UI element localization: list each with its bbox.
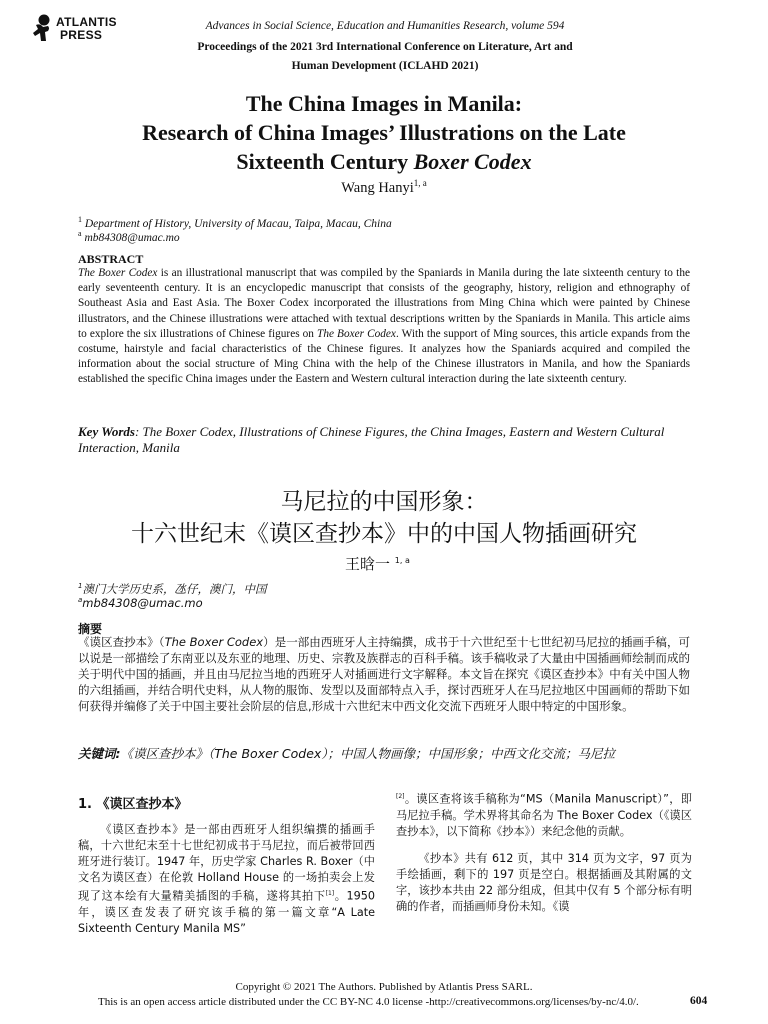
keywords-label: Key Words (78, 424, 135, 439)
affiliation-1-sup: 1 (78, 215, 82, 224)
atlas-figure-icon (30, 14, 54, 42)
section-1-paragraph-left (78, 822, 375, 937)
affiliation-email-text: mb84308@umac.mo (84, 231, 180, 244)
proceedings-line-1: Proceedings of the 2021 3rd International Conference on Literature, Art and (197, 41, 573, 53)
zh-title-line-2: 十六世纪末《谟区查抄本》中的中国人物插画研究 (131, 521, 637, 547)
abstract-heading: ABSTRACT (78, 252, 144, 266)
citation-ref-2: [2] (396, 793, 405, 800)
zh-affiliation-1 (78, 581, 266, 597)
footer-copyright: Copyright © 2021 The Authors. Published by Atlantis Press SARL. (235, 981, 533, 993)
abstract-part-2: . With the support of Ming sources, this article expands from the costume, hairstyle and facial characteristics of the Chinese figures. It analyzes how the Spaniards acquired and compiled the information about the social structure of Ming China with the help of the Chinese illustrators in Manila, and how the Spaniards established the specific China images under the Eastern and Western cultural interaction during the late sixteenth century. (78, 327, 690, 386)
proceedings-header (150, 38, 620, 76)
zh-affiliation-email (78, 596, 203, 610)
title-line-2: Research of China Images’ Illustrations on the Late (142, 120, 626, 145)
zh-abstract-body (78, 634, 690, 714)
right-para-1-text: 。谟区查将该手稿称为“MS（Manila Manuscript）”，即马尼拉手稿。学术界将其命名为 The Boxer Codex（《谟区查抄本》，以下简称《抄本》）来纪念他的贡献。 (396, 792, 692, 838)
abstract-italic-mid: The Boxer Codex (317, 327, 396, 340)
paper-title (60, 89, 708, 176)
zh-author-line (345, 553, 410, 574)
body-column-right (396, 789, 692, 926)
title-line-3-italic: Boxer Codex (413, 149, 532, 174)
zh-affiliation-1-sup: 1 (78, 582, 83, 591)
section-1-paragraph-right-1 (396, 789, 692, 840)
affiliation-email (78, 229, 180, 244)
body-column-left (78, 822, 375, 948)
zh-author-sup: 1, a (394, 556, 410, 565)
author-line (0, 178, 768, 197)
left-para-text: 《谟区查抄本》是一部由西班牙人组织编撰的插画手稿，十六世纪末至十七世纪初成书于马尼拉，而后被带回西班牙进行装订。1947 年，历史学家 Charles R. Boxer（中文名为谟区查）在伦敦 Holland House 的一场拍卖会上发现了这本绘有大量精美插图的手稿，遂将其拍下 (78, 823, 375, 903)
title-line-1: The China Images in Manila: (245, 91, 523, 116)
zh-author-name: 王晗一 (345, 555, 391, 573)
page-number: 604 (690, 995, 708, 1007)
footer-license: This is an open access article distributed under the CC BY-NC 4.0 license -http://creativecommons.org/licenses/by-nc/4.0/. (98, 996, 639, 1008)
author-sup: 1, a (413, 178, 427, 188)
zh-affiliation-email-sup: a (78, 596, 83, 605)
journal-line: Advances in Social Science, Education and Humanities Research, volume 594 (205, 20, 565, 32)
publisher-logo (30, 14, 130, 44)
affiliation-1-text: Department of History, University of Macau, Taipa, Macau, China (84, 217, 392, 230)
zh-keywords-text: 《谟区查抄本》（The Boxer Codex）；中国人物画像；中国形象；中西文化交流；马尼拉 (120, 746, 616, 761)
keywords (78, 424, 690, 456)
title-line-3 (60, 147, 708, 176)
left-para-text-2: 。1950 年，谟区查发表了研究该手稿的第一篇文章“A Late Sixteenth Century Manila MS” (78, 889, 375, 935)
abstract-body (78, 266, 690, 388)
section-1-paragraph-right-2: 《抄本》共有 612 页，其中 314 页为文字，97 页为手绘插画，剩下的 197 页是空白。根据插画及其附属的文字，该抄本共由 22 部分组成，但其中仅有 5 个部分标有明确的作者，而插画师身份未知。《谟 (396, 851, 692, 913)
keywords-text: : The Boxer Codex, Illustrations of Chinese Figures, the China Images, Eastern and Western Cultural Interaction, Manila (78, 424, 665, 455)
abstract-part-1: is an illustrational manuscript that was compiled by the Spaniards in Manila during the late sixteenth century to the early seventeenth century. It is an encyclopedic manuscript that consists of the geography, history, religion and ethnography of Southeast Asia and East Asia. The Boxer Codex incorporated the illustrations from Ming China which were painted by Chinese illustrators, and the Chinese illustrations were attached with textual descriptions written by the Spaniards in Manila. This article aims to explore the six illustrations of Chinese figures on (78, 267, 690, 340)
affiliation-email-sup: a (78, 229, 82, 238)
affiliation-1 (78, 215, 392, 230)
logo-text-press: PRESS (60, 28, 103, 42)
title-line-3-prefix: Sixteenth Century (236, 149, 414, 174)
zh-abstract-part-1: 《谟区查抄本》（ (78, 635, 165, 649)
zh-abstract-part-2: ）是一部由西班牙人主持编撰，成书于十六世纪至十七世纪初马尼拉的插画手稿，可以说是一部描绘了东南亚以及东亚的地理、历史、宗教及族群志的百科手稿。该手稿收录了大量由中国插画师绘制而成的关于明代中国的插画，并且由马尼拉当地的西班牙人对插画进行文字解释。本文旨在探究《谟区查抄本》中有关中国人物的六组插画，并结合明代史料，从人物的服饰、发型以及面部特点入手，探讨西班牙人在马尼拉地区中国画师的帮助下如何获得并编修了关于中国主要社会阶层的信息,形成十六世纪末中西文化交流下西班牙人眼中特定的中国形象。 (78, 635, 691, 713)
proceedings-line-2: Human Development (ICLAHD 2021) (291, 60, 479, 72)
citation-ref-1: [1] (325, 890, 335, 897)
zh-affiliation-1-text: 澳门大学历史系，氹仔，澳门，中国 (82, 582, 267, 596)
logo-text-atlantis: ATLANTIS (56, 15, 117, 29)
zh-affiliation-email-text: mb84308@umac.mo (82, 596, 203, 610)
author-name: Wang Hanyi (341, 179, 414, 196)
zh-keywords-label: 关键词: (78, 746, 121, 761)
zh-abstract-italic: The Boxer Codex (164, 635, 264, 649)
zh-title-line-1: 马尼拉的中国形象： (280, 489, 488, 515)
section-1-heading: 1. 《谟区查抄本》 (78, 797, 188, 812)
abstract-italic-lead: The Boxer Codex (78, 267, 158, 279)
zh-keywords (78, 744, 690, 762)
zh-abstract-heading: 摘要 (78, 622, 103, 636)
